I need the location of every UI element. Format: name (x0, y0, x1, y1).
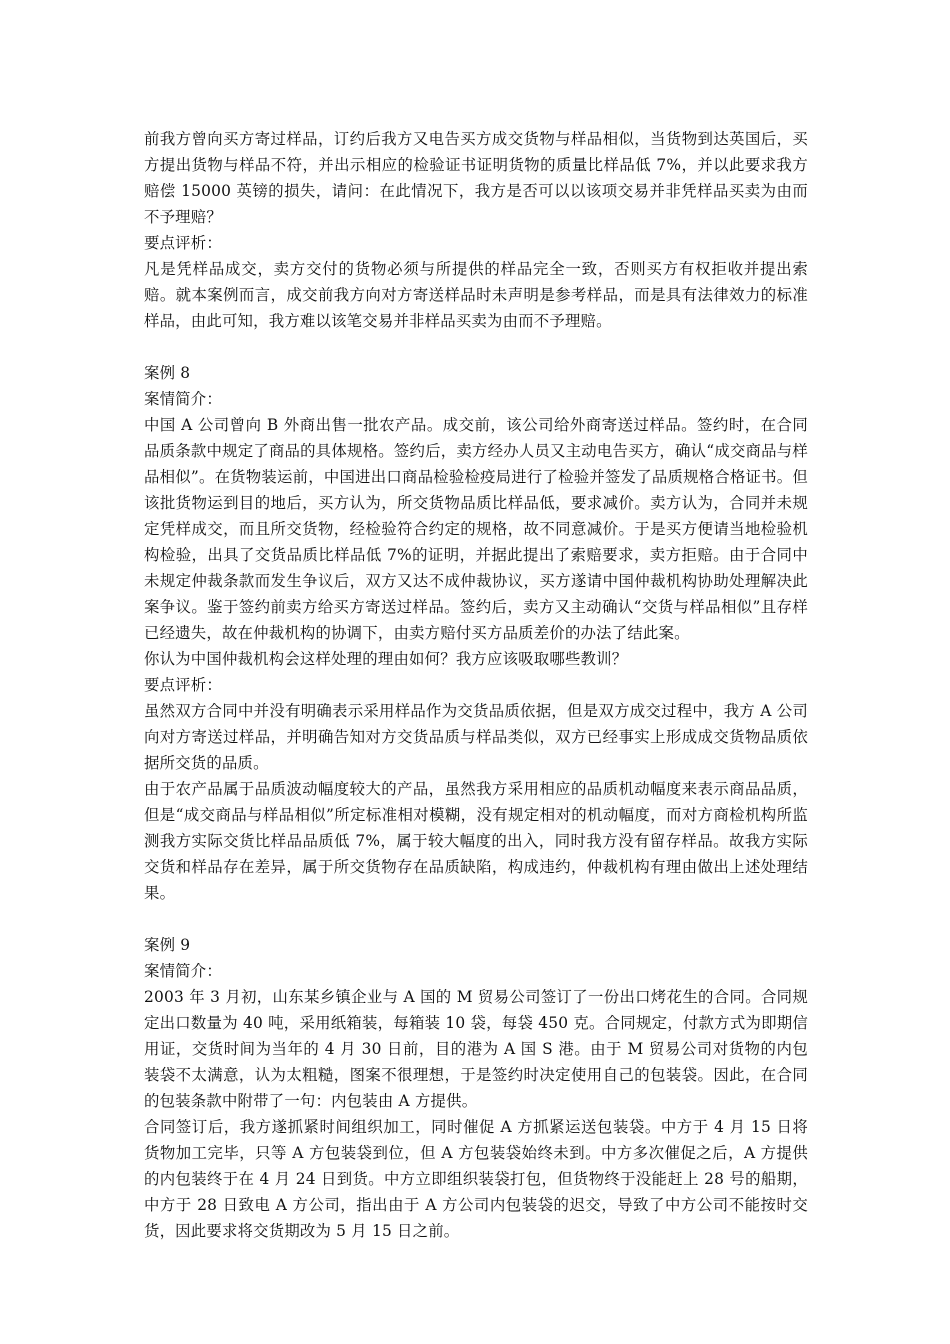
case8-intro-heading: 案情简介： (144, 390, 222, 408)
section-gap (144, 334, 808, 360)
case9-intro-p2: 合同签订后，我方遂抓紧时间组织加工，同时催促 A 方抓紧运送包装袋。中方于 4 月 15 日将货物加工完毕，只等 A 方包装袋到位，但 A 方包装袋始终未到。中方多次催促之后，A 方提供的内包装终于在 4 月 24 日到货。中方立即组织装袋打包，但货物终于没能赶上 28 号的船期，中方于 28 日致电 A 方公司，指出由于 A 方公司内包装袋的迟交，导致了中方公司不能按时交货，因此要求将交货期改为 5 月 15 日之前。 (144, 1118, 808, 1240)
case9-title: 案例 9 (144, 936, 191, 954)
case7-intro-continued: 前我方曾向买方寄过样品，订约后我方又电告买方成交货物与样品相似，当货物到达英国后，买方提出货物与样品不符，并出示相应的检验证书证明货物的质量比样品低 7%，并以此要求我方赔偿 15000 英镑的损失，请问：在此情况下，我方是否可以以该项交易并非凭样品买卖为由而不予理赔？ (144, 130, 808, 226)
case8-intro: 中国 A 公司曾向 B 外商出售一批农产品。成交前，该公司给外商寄送过样品。签约时，在合同品质条款中规定了商品的具体规格。签约后，卖方经办人员又主动电告买方，确认“成交商品与样品相似”。在货物装运前，中国进出口商品检验检疫局进行了检验并签发了品质规格合格证书。但该批货物运到目的地后，买方认为，所交货物品质比样品低，要求减价。卖方认为，合同并未规定凭样成交，而且所交货物，经检验符合约定的规格，故不同意减价。于是买方便请当地检验机构检验，出具了交货品质比样品低 7%的证明，并据此提出了索赔要求，卖方拒赔。由于合同中未规定仲裁条款而发生争议后，双方又达不成仲裁协议，买方遂请中国仲裁机构协助处理解决此案争议。鉴于签约前卖方给买方寄送过样品。签约后，卖方又主动确认“交货与样品相似”且存样已经遗失，故在仲裁机构的协调下，由卖方赔付买方品质差价的办法了结此案。 (144, 416, 808, 642)
case7-analysis-heading: 要点评析： (144, 234, 222, 252)
case8-analysis-p1: 虽然双方合同中并没有明确表示采用样品作为交货品质依据，但是双方成交过程中，我方 A 公司向对方寄送过样品，并明确告知对方交货品质与样品类似，双方已经事实上形成成交货物品质依据所交货的品质。 (144, 702, 808, 772)
case8-question: 你认为中国仲裁机构会这样处理的理由如何？我方应该吸取哪些教训？ (144, 650, 628, 668)
case8-analysis-p2: 由于农产品属于品质波动幅度较大的产品，虽然我方采用相应的品质机动幅度来表示商品品质，但是“成交商品与样品相似”所定标准相对模糊，没有规定相对的机动幅度，而对方商检机构所监测我方实际交货比样品品质低 7%，属于较大幅度的出入，同时我方没有留存样品。故我方实际交货和样品存在差异，属于所交货物存在品质缺陷，构成违约，仲裁机构有理由做出上述处理结果。 (144, 780, 808, 902)
case8-title: 案例 8 (144, 364, 191, 382)
case8-analysis-heading: 要点评析： (144, 676, 222, 694)
section-gap (144, 906, 808, 932)
case9-intro-heading: 案情简介： (144, 962, 222, 980)
case7-analysis: 凡是凭样品成交，卖方交付的货物必须与所提供的样品完全一致，否则买方有权拒收并提出索赔。就本案例而言，成交前我方向对方寄送样品时未声明是参考样品，而是具有法律效力的标准样品，由此可知，我方难以该笔交易并非样品买卖为由而不予理赔。 (144, 260, 808, 330)
case9-intro-p1: 2003 年 3 月初，山东某乡镇企业与 A 国的 M 贸易公司签订了一份出口烤花生的合同。合同规定出口数量为 40 吨，采用纸箱装，每箱装 10 袋，每袋 450 克。合同规定，付款方式为即期信用证，交货时间为当年的 4 月 30 日前，目的港为 A 国 S 港。由于 M 贸易公司对货物的内包装袋不太满意，认为太粗糙，图案不很理想，于是签约时决定使用自己的包装袋。因此，在合同的包装条款中附带了一句：内包装由 A 方提供。 (144, 988, 808, 1110)
document-page (144, 126, 808, 1244)
